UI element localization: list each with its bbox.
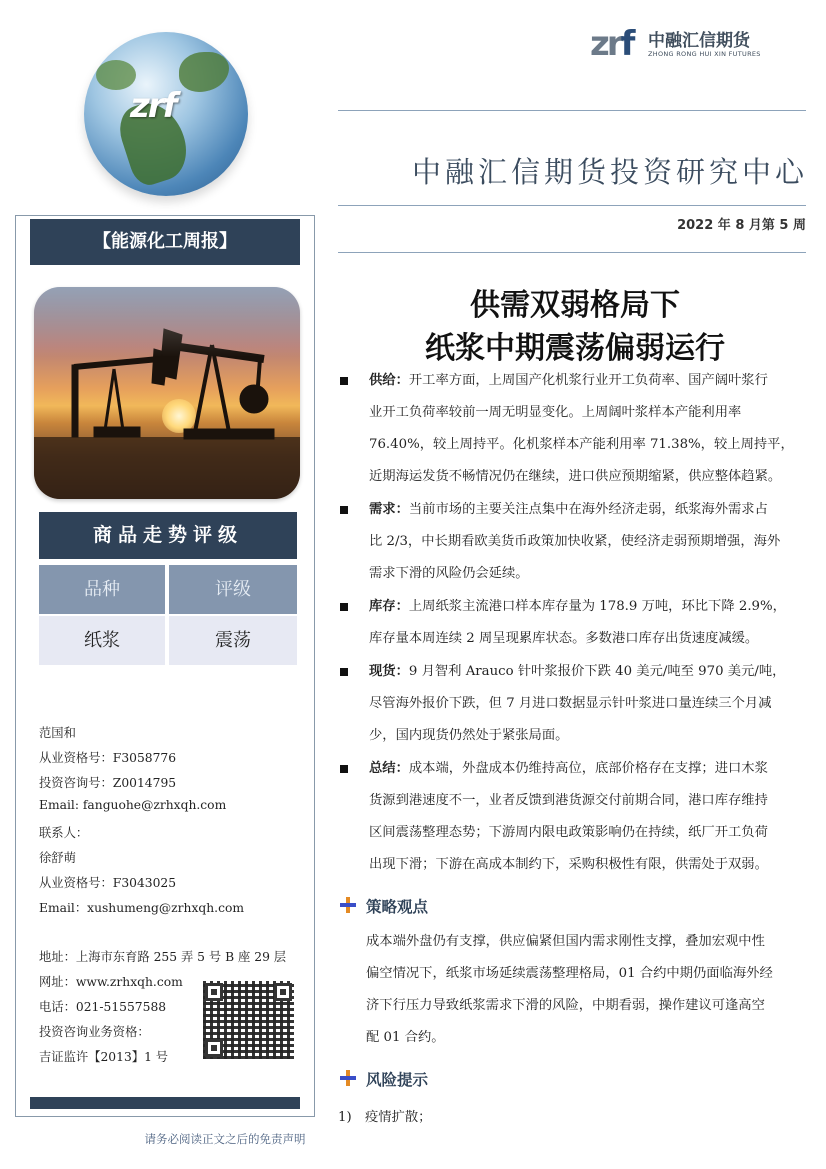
report-type-banner: 【能源化工周报】 <box>30 219 300 265</box>
bullet-summary <box>338 753 808 883</box>
oil-pump-sunset-image <box>34 287 300 499</box>
photo-gloss <box>34 287 300 357</box>
research-center-title: 中融汇信期货投资研究中心 <box>411 155 808 189</box>
issue-date: 2022 年 8 月第 5 周 <box>677 218 806 233</box>
bullet-spot-text: 现货：9 月智利 Arauco 针叶浆报价下跌 40 美元/吨至 970 美元/吨， 尽管海外报价下跌，但 7 月进口数据显示针叶浆进口量连续三个月减 少，国内现货仍然处于紧张局面。 <box>369 664 786 743</box>
plus-cross-icon <box>340 1070 356 1086</box>
company-name-cn: 中融汇信期货 <box>648 31 750 51</box>
disclaimer-notice: 请务必阅读正文之后的免责声明 <box>144 1132 306 1146</box>
bullet-label: 现货： <box>369 664 409 679</box>
qr-finder <box>274 983 292 1001</box>
bullet-demand <box>338 494 808 592</box>
contact-license: 从业资格号：F3043025 <box>39 876 177 890</box>
strategy-section-title: 策略观点 <box>338 895 538 917</box>
report-headline-line2: 纸浆中期震荡偏弱运行 <box>425 331 725 366</box>
bullet-supply <box>338 365 808 495</box>
rating-value-cell: 震荡 <box>169 616 297 665</box>
analyst-email: Email: fanguohe@zrhxqh.com <box>39 798 227 812</box>
bullet-label: 库存： <box>369 599 409 614</box>
bullet-demand-text: 需求：当前市场的主要关注点集中在海外经济走弱，纸浆海外需求占 比 2/3，中长期看欧美货币政策加快收紧，使经济走弱预期增强，海外 需求下滑的风险仍会延续。 <box>369 502 781 581</box>
bullet-square-icon <box>340 765 348 773</box>
analyst-name: 范国和 <box>39 726 76 740</box>
rating-table-header: 品种 <box>39 565 165 614</box>
qr-finder <box>205 983 223 1001</box>
logo-mark: zrf <box>590 24 633 64</box>
rating-section-title: 商品走势评级 <box>39 512 297 559</box>
header-divider <box>338 205 806 206</box>
risk-section-title: 风险提示 <box>338 1068 538 1090</box>
bullet-square-icon <box>340 377 348 385</box>
bullet-summary-text: 总结：成本端，外盘成本仍维持高位，底部价格存在支撑；进口木浆 货源到港速度不一，业者反馈到港货源交付前期合同，港口库存维持 区间震荡整理态势；下游周内限电政策影响仍在持续，纸厂开工负荷 出现下滑；下游在高成本制约下，采购积极性有限，供需处于双弱。 <box>369 761 768 872</box>
contact-email: Email：xushumeng@zrhxqh.com <box>39 901 245 915</box>
analyst-consult-number: 投资咨询号：Z0014795 <box>39 776 177 790</box>
company-address: 地址：上海市东育路 255 弄 5 号 B 座 29 层 <box>39 950 287 964</box>
bullet-square-icon <box>340 603 348 611</box>
bullet-label: 需求： <box>369 502 409 517</box>
rating-commodity-cell: 纸浆 <box>39 616 165 665</box>
globe-logo-image <box>84 32 248 196</box>
bullet-label: 总结： <box>369 761 409 776</box>
bullet-label: 供给： <box>369 373 409 388</box>
bullet-square-icon <box>340 506 348 514</box>
bullet-supply-text: 供给：开工率方面，上周国产化机浆行业开工负荷率、国产阔叶浆行 业开工负荷率较前一周无明显变化。上周阔叶浆样本产能利用率 76.40%，较上周持平。化机浆样本产能利用率 71.38%，较上周持平， 近期海运发货不畅情况仍在继续，进口供应预期缩紧，供应整体趋紧。 <box>369 373 794 484</box>
rating-table-header: 评级 <box>169 565 297 614</box>
plus-cross-icon <box>340 897 356 913</box>
contact-name: 徐舒萌 <box>39 851 76 865</box>
globe-brand-mark: zrf <box>130 86 176 126</box>
company-name-en: ZHONG RONG HUI XIN FUTURES <box>648 50 761 58</box>
sidebar-footer-bar <box>30 1097 300 1109</box>
report-headline-line1: 供需双弱格局下 <box>470 288 680 323</box>
company-phone: 电话：021-51557588 <box>39 1000 167 1014</box>
bullet-square-icon <box>340 668 348 676</box>
strategy-paragraph: 成本端外盘仍有支撑，供应偏紧但国内需求刚性支撑，叠加宏观中性 偏空情况下，纸浆市场延续震荡整理格局，01 合约中期仍面临海外经 济下行压力导致纸浆需求下滑的风险，中期看弱，操作建议可逢高空 配 01 合约。 <box>366 934 773 1045</box>
company-website: 网址：www.zrhxqh.com <box>39 975 183 989</box>
bullet-spot <box>338 656 808 754</box>
qualification-label: 投资咨询业务资格： <box>39 1025 150 1039</box>
header-divider <box>338 110 806 111</box>
qr-finder <box>205 1039 223 1057</box>
analyst-license: 从业资格号：F3058776 <box>39 751 177 765</box>
header-divider <box>338 252 806 253</box>
contact-label: 联系人： <box>39 826 89 840</box>
qualification-license: 吉证监许【2013】1 号 <box>39 1050 169 1064</box>
risk-item: 1) 疫情扩散； <box>338 1110 432 1125</box>
company-logo <box>590 24 780 64</box>
bullet-inventory-text: 库存：上周纸浆主流港口样本库存量为 178.9 万吨，环比下降 2.9%， 库存量本周连续 2 周呈现累库状态。多数港口库存出货速度减缓。 <box>369 599 786 646</box>
bullet-inventory <box>338 591 808 657</box>
qr-code-image <box>203 981 294 1059</box>
